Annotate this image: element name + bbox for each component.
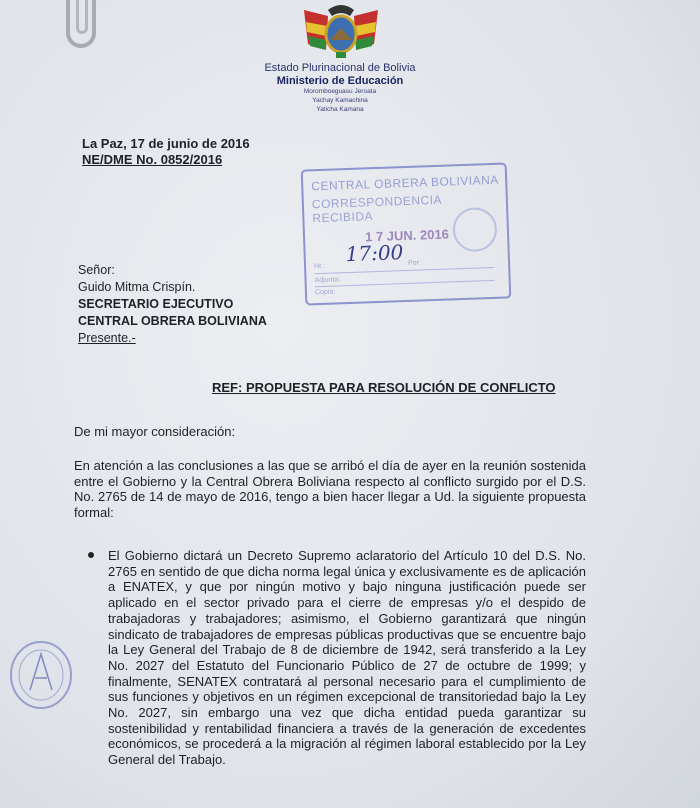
letterhead xyxy=(220,62,460,114)
addressee-present: Presente.- xyxy=(78,331,136,345)
stamp-field-por: Por: xyxy=(407,259,421,267)
greeting: De mi mayor consideración: xyxy=(74,424,236,439)
bolivia-coat-of-arms xyxy=(298,0,384,62)
place-date: La Paz, 17 de junio de 2016 xyxy=(82,136,250,151)
ministry-seal-stamp xyxy=(8,640,74,710)
reception-stamp xyxy=(301,162,512,305)
paper-clip-inner xyxy=(76,0,88,34)
stamp-date: 1 7 JUN. 2016 xyxy=(364,226,450,245)
stamp-line-2 xyxy=(315,280,495,287)
stamp-handwritten-time: 17:00 xyxy=(345,240,404,267)
addressee-title: SECRETARIO EJECUTIVO xyxy=(78,297,234,311)
letterhead-sub-1: Moromboeguasu Jeroata xyxy=(303,88,377,95)
addressee-block xyxy=(78,262,267,347)
stamp-received: CORRESPONDENCIA RECIBIDA xyxy=(311,192,442,226)
letterhead-state: Estado Plurinacional de Bolivia xyxy=(264,62,416,74)
stamp-org: CENTRAL OBRERA BOLIVIANA xyxy=(311,172,500,194)
stamp-field-hr: Hr.: xyxy=(313,262,326,271)
stamp-field-adjunta: Adjunta: xyxy=(314,276,341,285)
proposal-bullet xyxy=(88,548,586,768)
addressee-organization: CENTRAL OBRERA BOLIVIANA xyxy=(78,314,267,328)
stamp-field-copia: Copia: xyxy=(314,288,336,297)
proposal-bullet-text: El Gobierno dictará un Decreto Supremo aclaratorio del Artículo 10 del D.S. No. 2765 en sentido de que dicha norma legal única y exclusivamente es de aplicación a ENATEX, y que por ningún motivo y bajo ninguna justificación puede ser aplicado en el sector privado para el cierre de empresas y/o el despido de trabajadoras y trabajadores; asimismo, el Gobierno garantizará que ningún sindicato de trabajadores de empresas públicas productivas que se encuentre bajo la Ley General del Trabajo de 8 de diciembre de 1942, será transferido a la Ley No. 2027 del Estatuto del Funcionario Público de 27 de octubre de 1999; y finalmente, SENATEX contratará al personal necesario para el cumplimiento de sus funciones y objetivos en un régimen excepcional de transitoriedad bajo la Ley No. 2027, sin embargo una vez que dicha entidad pueda garantizar su sostenibilidad y rentabilidad financiera a través de la generación de excedentes económicos, se procederá a la migración al régimen laboral establecido por la Ley General del Trabajo. xyxy=(108,548,586,768)
stamp-circle xyxy=(452,207,498,253)
letterhead-sub-3: Yaticha Kamana xyxy=(316,106,364,113)
addressee-name: Guido Mitma Crispín. xyxy=(78,280,196,294)
stamp-line-1 xyxy=(314,267,494,274)
letterhead-ministry: Ministerio de Educación xyxy=(276,75,404,87)
bullet-dot-icon xyxy=(88,552,94,558)
addressee-salutation: Señor: xyxy=(78,263,115,277)
intro-paragraph: En atención a las conclusiones a las que se arribó el día de ayer en la reunión sostenida entre el Gobierno y la Central Obrera Boliviana respecto al conflicto surgido por el D.S. No. 2765 de 14 de mayo de 2016, tengo a bien hacer llegar a Ud. la siguiente propuesta formal: xyxy=(74,458,586,520)
letterhead-sub-2: Yachay Kamachina xyxy=(312,97,368,104)
reference-title: REF: PROPUESTA PARA RESOLUCIÓN DE CONFLICTO xyxy=(212,380,556,395)
reference-number: NE/DME No. 0852/2016 xyxy=(82,152,223,167)
